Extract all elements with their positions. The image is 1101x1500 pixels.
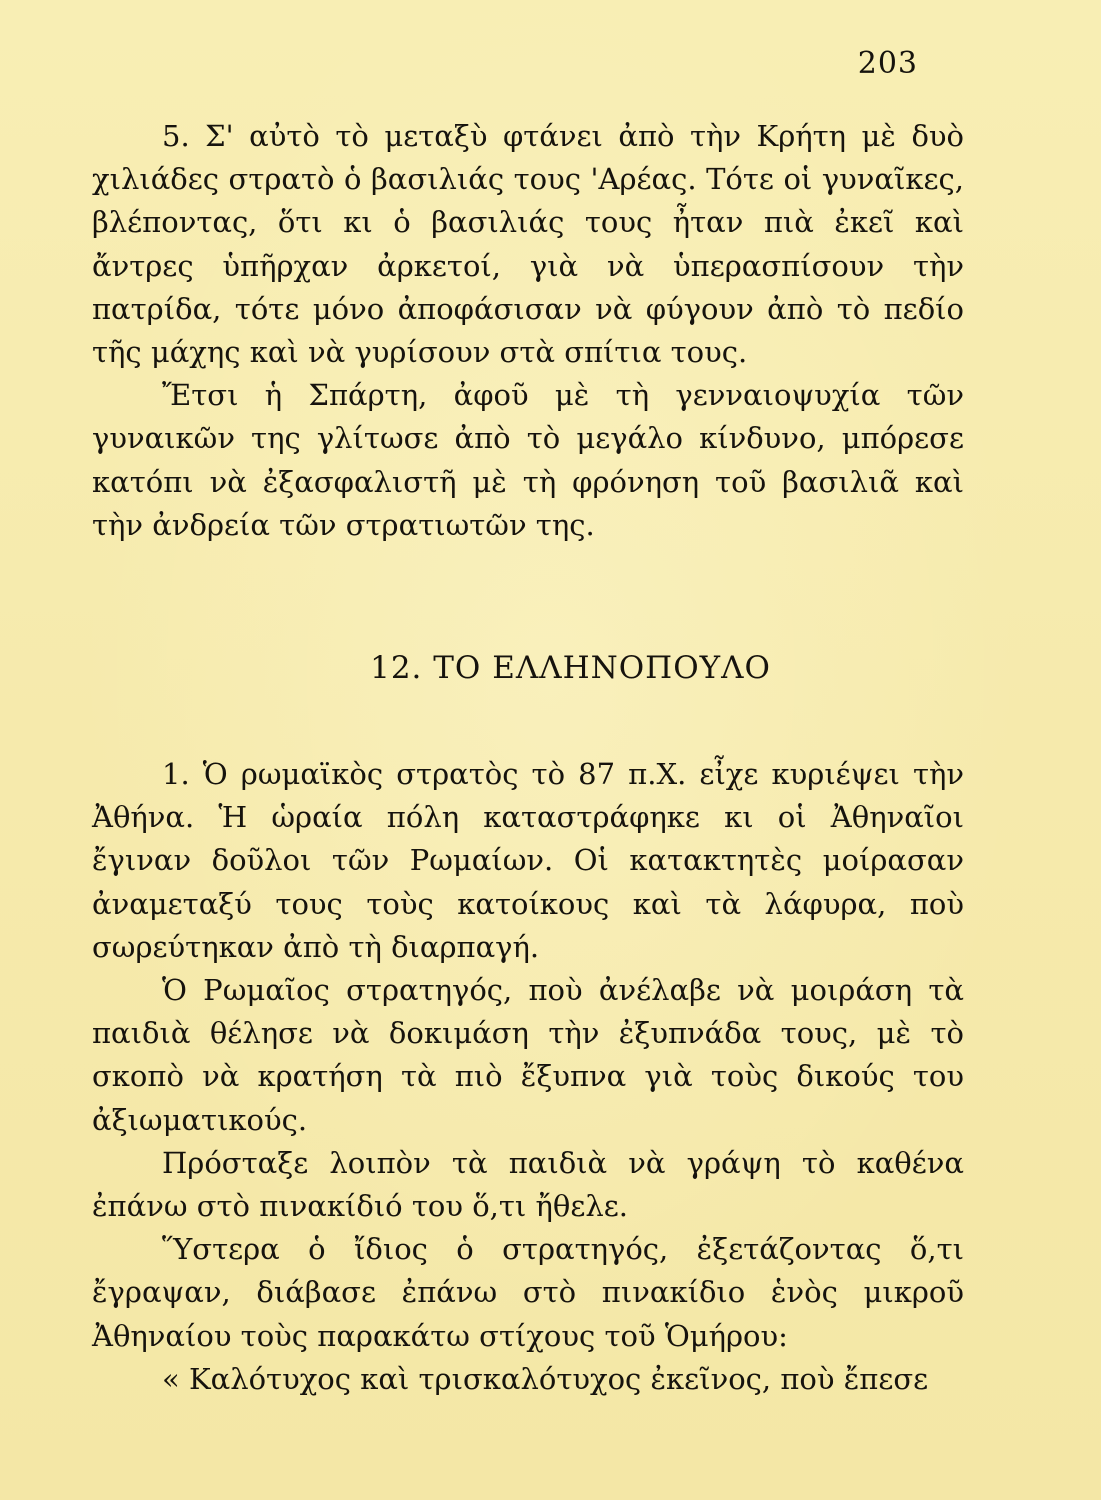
paragraph: Πρόσταξε λοιπὸν τὰ παιδιὰ νὰ γράψη τὸ καθένα ἐπάνω στὸ πινακίδιό του ὅ,τι ἤθελε. bbox=[92, 1145, 964, 1224]
paragraph: Ὁ Ρωμαῖος στρατηγός, ποὺ ἀνέλαβε νὰ μοιράση τὰ παιδιὰ θέλησε νὰ δοκιμάση τὴν ἐξυπνάδα τους, μὲ τὸ σκοπὸ νὰ κρατήση τὰ πιὸ ἔξυπνα γιὰ τοὺς δικούς του ἀξιωματικούς. bbox=[92, 973, 964, 1137]
page-number: 203 bbox=[857, 46, 918, 81]
section-text-top bbox=[92, 115, 964, 547]
paragraph: Ἔτσι ἡ Σπάρτη, ἀφοῦ μὲ τὴ γενναιοψυχία τῶν γυναικῶν της γλίτωσε ἀπὸ τὸ μεγάλο κίνδυνο, μπόρεσε κατόπι νὰ ἐξασφαλιστῆ μὲ τὴ φρόνηση τοῦ βασιλιᾶ καὶ τὴν ἀνδρεία τῶν στρατιωτῶν της. bbox=[92, 378, 964, 542]
paragraph: Ὕστερα ὁ ἴδιος ὁ στρατηγός, ἐξετάζοντας ὅ,τι ἔγραψαν, διάβασε ἐπάνω στὸ πινακίδιο ἑνὸς μικροῦ Ἀθηναίου τοὺς παρακάτω στίχους τοῦ Ὁμήρου: bbox=[92, 1232, 964, 1353]
paragraph: 5. Σ' αὐτὸ τὸ μεταξὺ φτάνει ἀπὸ τὴν Κρήτη μὲ δυὸ χιλιάδες στρατὸ ὁ βασιλιάς τους 'Αρέας. Τότε οἱ γυναῖκες, βλέποντας, ὅτι κι ὁ βασιλιάς τους ἦταν πιὰ ἐκεῖ καὶ ἄντρες ὑπῆρχαν ἀρκετοί, γιὰ νὰ ὑπερασπίσουν τὴν πατρίδα, τότε μόνο ἀποφάσισαν νὰ φύγουν ἀπὸ τὸ πεδίο τῆς μάχης καὶ νὰ γυρίσουν στὰ σπίτια τους. bbox=[92, 119, 964, 370]
chapter-heading-text: 12. ΤΟ ΕΛΛΗΝΟΠΟΥΛΟ bbox=[370, 650, 771, 686]
paragraph: « Καλότυχος καὶ τρισκαλότυχος ἐκεῖνος, ποὺ ἔπεσε bbox=[162, 1361, 929, 1396]
section-text-bottom bbox=[92, 753, 964, 1401]
chapter-heading bbox=[0, 650, 1101, 686]
paragraph: 1. Ὁ ρωμαϊκὸς στρατὸς τὸ 87 π.Χ. εἶχε κυριέψει τὴν Ἀθήνα. Ἡ ὡραία πόλη καταστράφηκε κι οἱ Ἀθηναῖοι ἔγιναν δοῦλοι τῶν Ρωμαίων. Οἱ κατακτητὲς μοίρασαν ἀναμεταξύ τους τοὺς κατοίκους καὶ τὰ λάφυρα, ποὺ σωρεύτηκαν ἀπὸ τὴ διαρπαγή. bbox=[92, 757, 964, 964]
